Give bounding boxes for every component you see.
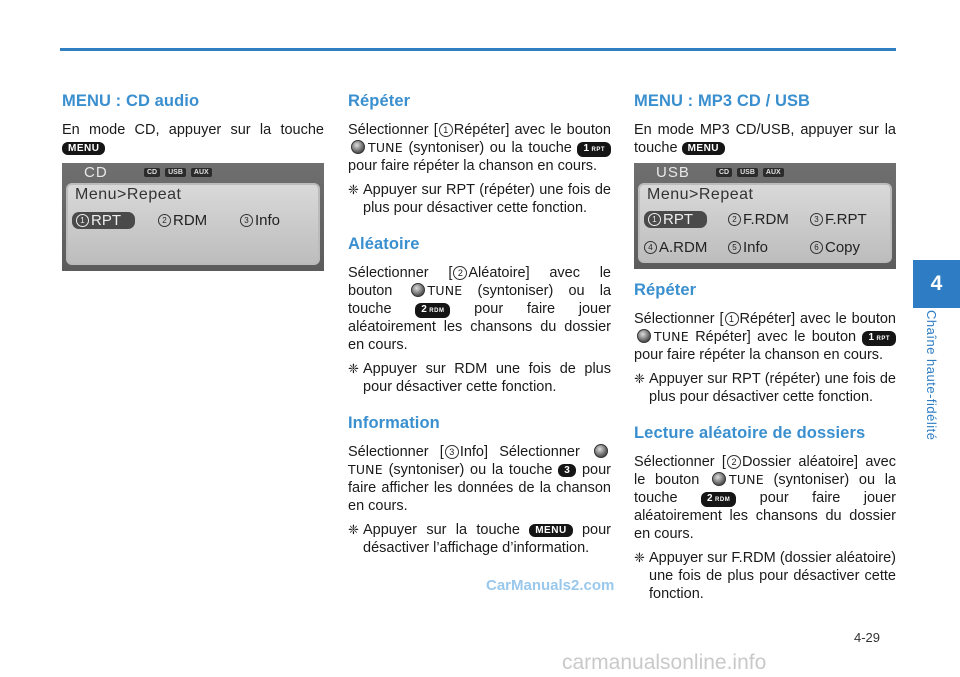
tune-knob-icon [712, 472, 726, 486]
rpt-button-icon: 1 RPT [577, 142, 611, 157]
note-aleatoire: ❈ Appuyer sur RDM une fois de plus pour désactiver cette fonction. [348, 361, 611, 395]
note-icon: ❈ [348, 182, 359, 197]
circled-number-icon: 3 [445, 445, 459, 459]
column-cd-audio [62, 92, 324, 271]
header-rule [60, 48, 896, 51]
heading-aleatoire: Aléatoire [348, 235, 420, 253]
circled-number-icon: 2 [727, 455, 741, 469]
button-3-icon: 3 [558, 464, 576, 477]
page-number: 4-29 [854, 630, 881, 645]
circled-number-icon: 1 [725, 312, 739, 326]
note-icon: ❈ [634, 550, 645, 565]
chapter-tab: 4 [913, 260, 960, 308]
menu-item-a-rdm: 4 A.RDM [644, 239, 707, 256]
screen-title: USB [656, 163, 690, 181]
tune-knob-icon [351, 140, 365, 154]
footer-bar [0, 649, 960, 677]
note-icon: ❈ [348, 522, 359, 537]
tag-usb: USB [737, 168, 758, 177]
paragraph-repeter: Sélectionner [ 1 Répéter] avec le bouton TUNE (syntoniser) ou la touche 1 RPT pour faire répéter la chanson en cours. [348, 122, 611, 174]
rdm-button-icon: 2 RDM [701, 492, 736, 507]
tune-knob-icon [594, 444, 608, 458]
menu-header: Menu>Repeat [75, 186, 182, 203]
note-repeter: ❈ Appuyer sur RPT (répéter) une fois de plus pour désactiver cette fonction. [348, 182, 611, 216]
heading-information: Information [348, 414, 440, 432]
watermark: CarManuals2.com [486, 577, 615, 594]
chapter-label: Chaîne haute-fidélité [924, 310, 939, 441]
tag-cd: CD [144, 168, 160, 177]
tag-usb: USB [165, 168, 186, 177]
tag-aux: AUX [191, 168, 212, 177]
note-information: ❈ Appuyer sur la touche MENU pour désactiver l’affichage d’information. [348, 522, 612, 556]
heading-mp3-usb: MENU : MP3 CD / USB [634, 92, 811, 110]
menu-button-icon: MENU [529, 524, 572, 537]
menu-item-f-rdm: 2 F.RDM [728, 211, 789, 228]
note-icon: ❈ [634, 371, 645, 386]
heading-repeter: Répéter [348, 92, 411, 110]
circled-number-icon: 1 [439, 123, 453, 137]
column-repeat-random-info [348, 92, 611, 563]
note-lecture-aleatoire: ❈ Appuyer sur F.RDM (dossier aléatoire) une fois de plus pour désactiver cette fonction. [634, 550, 896, 602]
tag-cd: CD [716, 168, 732, 177]
menu-item-rdm: 2 RDM [158, 212, 207, 229]
menu-item-copy: 6 Copy [810, 239, 860, 256]
cd-display-screen [62, 163, 324, 271]
paragraph-cd-mode: En mode CD, appuyer sur la touche MENU [62, 122, 324, 154]
menu-panel [638, 183, 892, 263]
heading-lecture-aleatoire: Lecture aléatoire de dossiers [634, 424, 866, 442]
circled-number-icon: 2 [453, 266, 467, 280]
paragraph-information: Sélectionner [ 3 Info] Sélectionner TUNE (syntoniser) ou la touche 3 pour faire afficher les données de la chanson en cours. [348, 444, 612, 514]
footer-site: carmanualsonline.info [562, 651, 767, 674]
menu-button-icon: MENU [682, 142, 725, 155]
paragraph-mp3-mode: En mode MP3 CD/USB, appuyer sur la touche MENU [634, 122, 896, 156]
tune-knob-icon [411, 283, 425, 297]
menu-item-rpt: 1 RPT [72, 212, 135, 229]
tag-aux: AUX [763, 168, 784, 177]
note-repeter: ❈ Appuyer sur RPT (répéter) une fois de plus pour désactiver cette fonction. [634, 371, 896, 405]
tune-knob-icon [637, 329, 651, 343]
paragraph-repeter: Sélectionner [ 1 Répéter] avec le bouton TUNE Répéter] avec le bouton 1 RPT pour faire répéter la chanson en cours. [634, 311, 896, 363]
menu-item-f-rpt: 3 F.RPT [810, 211, 867, 228]
column-mp3-usb [634, 92, 896, 609]
usb-display-screen [634, 163, 896, 269]
menu-item-info: 5 Info [728, 239, 768, 256]
menu-header: Menu>Repeat [647, 186, 754, 203]
heading-repeter: Répéter [634, 281, 697, 299]
note-icon: ❈ [348, 361, 359, 376]
menu-item-info: 3 Info [240, 212, 280, 229]
paragraph-aleatoire: Sélectionner [ 2 Aléatoire] avec le bouton TUNE (syntoniser) ou la touche 2 RDM pour faire jouer aléatoirement les chansons du dossier en cours. [348, 265, 612, 353]
menu-item-rpt: 1 RPT [644, 211, 707, 228]
heading-cd-audio: MENU : CD audio [62, 92, 200, 110]
rpt-button-icon: 1 RPT [862, 331, 896, 346]
screen-title: CD [84, 163, 108, 181]
paragraph-lecture-aleatoire: Sélectionner [ 2 Dossier aléatoire] avec le bouton TUNE (syntoniser) ou la touche 2 RDM pour faire jouer aléatoirement les chansons du dossier en cours. [634, 454, 896, 542]
menu-button-icon: MENU [62, 142, 105, 155]
menu-panel [66, 183, 320, 265]
rdm-button-icon: 2 RDM [415, 303, 450, 318]
